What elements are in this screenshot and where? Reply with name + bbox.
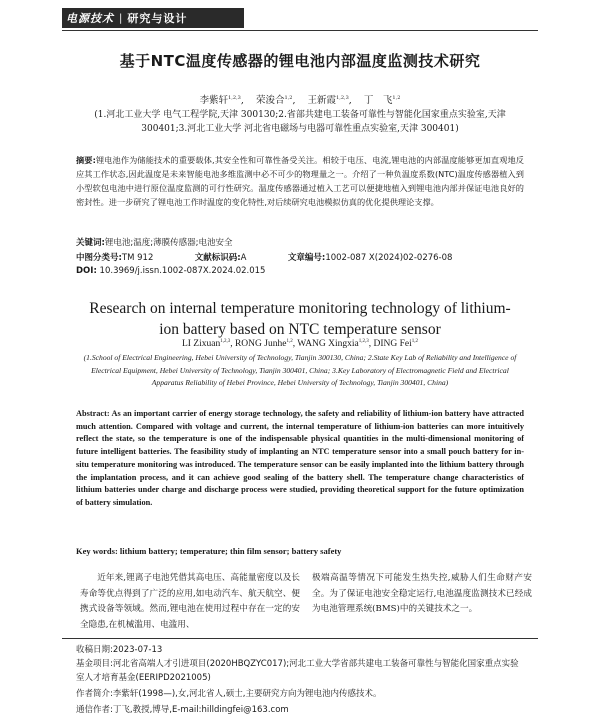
body-column-right: 极端高温等情况下可能发生热失控,威胁人们生命财产安全。为了保证电池安全稳定运行,电池温度监测技术已经成为电池管理系统(BMS)中的关键技术之一。 bbox=[312, 573, 532, 614]
en-affiliation: (1.School of Electrical Engineering, Hebei University of Technology, Tianjin 300130, China; 2.State Key Lab of Reliability and Intelligence of Electrical Equipment, Hebei University of Technology, Tianjin 300401, China; 3.Key Laboratory of Electromagnetic Field and Electrical Apparatus Reliability of Hebei Province, Hebei University of Technology, Tianjin 300401, China) bbox=[83, 353, 517, 387]
header-separator: | bbox=[119, 12, 123, 24]
received-date: 2023-07-13 bbox=[112, 645, 163, 655]
en-abstract-text: As an important carrier of energy storage technology, the safety and reliability of lithium-ion battery have attracted much attention. Compared with voltage and current, the internal temperature of lithium-ion batteries can more intuitively reflect the state, so the temperature is one of the indispensable physical quantities in the multi-dimensional monitoring of future intelligent batteries. The feasibility study of implanting an NTC temperature sensor into a small pouch battery for in-situ temperature monitoring was introduced. The temperature sensor can be easily implanted into the lithium battery through the implantation process, and it can achieve good sealing of the battery shell. The temperature change characteristics of lithium batteries under charge and discharge process were studied, providing theoretical support for the future optimization of battery simulation. bbox=[76, 409, 524, 507]
en-authors: LI Zixuan$^{1,2,3}$, RONG Junhe$^{1,2}$, WANG Xingxia$^{1,2,3}$, DING Fei$^{1,2}$ bbox=[181, 339, 419, 350]
cn-doi bbox=[76, 266, 265, 276]
cn-author: 李紫轩$^{1,2,3}$ bbox=[199, 94, 241, 106]
en-keywords bbox=[76, 546, 341, 556]
doi-label: DOI: bbox=[76, 266, 97, 276]
article-number-label: 文章编号: bbox=[287, 253, 326, 263]
journal-header bbox=[62, 8, 244, 28]
article-number-value: 1002-087 X(2024)02-0276-08 bbox=[325, 253, 453, 263]
cn-abstract bbox=[76, 153, 524, 209]
header-rule bbox=[62, 30, 538, 31]
contact-label: 通信作者: bbox=[76, 705, 113, 715]
cn-keywords-text: 锂电池;温度;薄膜传感器;电池安全 bbox=[104, 238, 233, 248]
section-name: 研究与设计 bbox=[127, 12, 188, 25]
en-author: RONG Junhe$^{1,2}$ bbox=[234, 339, 293, 350]
en-abstract-label: Abstract: bbox=[76, 409, 110, 418]
clc-value: TM 912 bbox=[121, 253, 154, 263]
cn-title: 基于NTC温度传感器的锂电池内部温度监测技术研究 bbox=[119, 52, 481, 70]
en-keywords-label: Key words: bbox=[76, 546, 118, 556]
cn-authors: 李紫轩$^{1,2,3}$, 荣浚合$^{1,2}$, 王新霞$^{1,2,3}$, 丁 飞$^{1,2}$ bbox=[199, 94, 401, 106]
cn-abstract-text: 锂电池作为储能技术的重要载体,其安全性和可靠性备受关注。相较于电压、电流,锂电池的内部温度能够更加直观地反应其工作状态,因此温度是未来智能电池多维监测中必不可少的物理量之一。介绍了一种负温度系数(NTC)温度传感器植入到小型软包电池中进行原位温度监测的可行性研究。温度传感器通过植入工艺可以便捷地植入到锂电池内部并保证电池良好的密封性。进一步研究了锂电池工作时温度的变化特性,对后续研究电池模拟仿真的优化提供理论支撑。 bbox=[76, 155, 524, 207]
doc-code-label: 文献标识码: bbox=[194, 253, 241, 263]
en-abstract bbox=[76, 408, 524, 510]
cn-abstract-label: 摘要: bbox=[76, 155, 96, 165]
en-author: DING Fei$^{1,2}$ bbox=[373, 339, 419, 350]
en-title-line: ion battery based on NTC temperature sensor bbox=[159, 321, 441, 338]
footnote-rule bbox=[62, 638, 538, 639]
cn-author: 丁 飞$^{1,2}$ bbox=[363, 94, 401, 106]
footnote-fund bbox=[76, 657, 524, 685]
cn-author: 荣浚合$^{1,2}$ bbox=[255, 94, 293, 106]
en-title-line: Research on internal temperature monitoring technology of lithium- bbox=[89, 300, 511, 317]
doc-code-value: A bbox=[240, 253, 247, 263]
cn-affiliation: (1.河北工业大学 电气工程学院,天津 300130;2.省部共建电工装备可靠性与智能化国家重点实验室,天津 300401;3.河北工业大学 河北省电磁场与电器可靠性重点实验室,天津 300401) bbox=[94, 110, 506, 134]
doi-value: 10.3969/j.issn.1002-087X.2024.02.015 bbox=[99, 266, 266, 276]
footnote-contact bbox=[76, 703, 524, 717]
body-column-left: 近年来,锂离子电池凭借其高电压、高能量密度以及长寿命等优点得到了广泛的应用,如电动汽车、航天航空、便携式设备等领域。然而,锂电池在使用过程中存在一定的安全隐患,在机械滥用、电滥用、 bbox=[80, 573, 300, 630]
en-keywords-text: lithium battery; temperature; thin film sensor; battery safety bbox=[119, 546, 342, 556]
footnote-author-bio bbox=[76, 687, 524, 701]
en-author: LI Zixuan$^{1,2,3}$ bbox=[181, 339, 231, 350]
received-label: 收稿日期: bbox=[76, 645, 113, 655]
journal-name: 电源技术 bbox=[66, 12, 114, 25]
cn-author: 王新霞$^{1,2,3}$ bbox=[307, 94, 349, 106]
fund-text: 河北省高端人才引进项目(2020HBQZYC017);河北工业大学省部共建电工装备可靠性与智能化国家重点实验室人才培育基金(EERIPD2021005) bbox=[76, 659, 519, 683]
fund-label: 基金项目: bbox=[76, 659, 113, 669]
footnote-received bbox=[76, 643, 524, 657]
contact-text: 丁飞,教授,博导,E-mail:hilldingfei@163.com bbox=[112, 705, 289, 715]
cn-keywords bbox=[76, 236, 233, 248]
cn-keywords-label: 关键词: bbox=[76, 238, 105, 248]
author-bio-text: 李紫轩(1998—),女,河北省人,硕士,主要研究方向为锂电池内传感技术。 bbox=[112, 689, 382, 699]
en-title bbox=[62, 298, 538, 340]
author-bio-label: 作者简介: bbox=[76, 689, 113, 699]
cn-classification bbox=[76, 251, 452, 263]
en-author: WANG Xingxia$^{1,2,3}$ bbox=[297, 339, 369, 350]
clc-label: 中图分类号: bbox=[76, 253, 122, 263]
